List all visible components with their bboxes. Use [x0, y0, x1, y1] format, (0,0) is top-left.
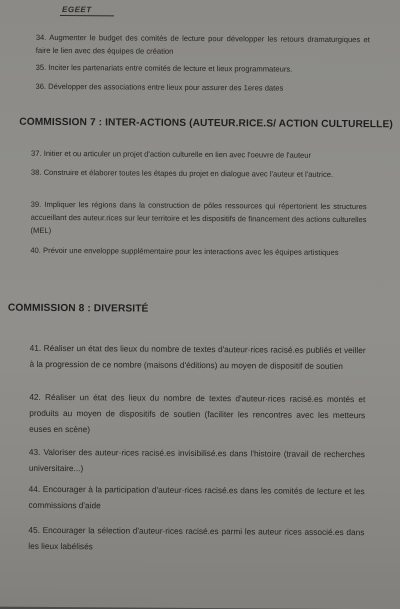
list-item-45	[28, 522, 364, 556]
item-number: 36.	[35, 81, 47, 91]
list-item-40	[30, 244, 366, 259]
list-item-39	[30, 198, 366, 239]
item-number: 43.	[28, 446, 41, 457]
item-text: Impliquer les régions dans la construction de pôles ressources qui répertorient les structures accueillant des auteur.rices sur leur territoire et les dispositifs de financement des actions culturelles (MEL)	[30, 199, 367, 235]
header-underline	[60, 15, 114, 16]
list-item-34	[36, 31, 370, 59]
list-item-44	[29, 481, 365, 515]
commission-7-heading: COMMISSION 7 : INTER-ACTIONS (AUTEUR.RICE.S/ ACTION CULTURELLE)	[19, 116, 393, 131]
item-text: Initier et ou articuler un projet d'action culturelle en lien avec l'oeuvre de l'auteur	[43, 148, 312, 160]
item-text: Encourager la sélection d'auteur·rices racisé.es parmi les auteur rices associé.es dans les lieux labélisés	[28, 524, 365, 552]
item-number: 45.	[28, 524, 40, 535]
list-item-35	[36, 61, 370, 76]
commission-8-heading: COMMISSION 8 : DIVERSITÉ	[7, 302, 149, 315]
item-text: Encourager à la participation d'auteur·rices racisé.es dans les comités de lecture et les commissions d'aide	[28, 483, 365, 511]
list-item-36	[35, 80, 369, 95]
item-text: Réaliser un état des lieux du nombre de textes d'auteur·rices racisé.es publiés et veiller à la progression de ce nombre (maisons d'éditions) au moyen de dispositif de soutien	[29, 342, 366, 371]
item-number: 44.	[28, 483, 41, 494]
item-number: 35.	[35, 62, 47, 72]
item-text: Réaliser un état des lieux du nombre de textes d'auteur·rices racisé.es montés et produits au moyen de dispositifs de soutien (faciliter les rencontres avec les metteurs euses en scène)	[29, 391, 366, 435]
item-text: Inciter les partenariats entre comités de lecture et lieux programmateurs.	[48, 62, 293, 74]
item-number: 38.	[30, 167, 42, 177]
list-item-42	[29, 389, 365, 439]
item-text: Construire et élaborer toutes les étapes du projet en dialogue avec l'auteur et l'autrice.	[43, 167, 334, 179]
item-text: Valoriser des auteur·rices racisé.es invisibilisé.es dans l'histoire (travail de recherches universitaire...)	[28, 446, 365, 474]
item-number: 40.	[30, 245, 41, 255]
item-text: Augmenter le budget des comités de lecture pour développer les retours dramaturgiques et faire le lien avec des équipes de création	[35, 32, 370, 56]
item-number: 34.	[35, 32, 47, 42]
item-text: Prévoir une enveloppe supplémentaire pour les interactions avec les équipes artistiques	[43, 245, 339, 257]
list-item-41	[30, 340, 366, 374]
item-text: Développer des associations entre lieux pour assurer des 1eres dates	[48, 81, 284, 93]
item-number: 37.	[31, 148, 42, 158]
list-item-43	[29, 444, 365, 478]
list-item-37	[31, 147, 367, 162]
item-number: 39.	[30, 199, 42, 209]
item-number: 42.	[29, 391, 41, 402]
list-item-38	[31, 166, 367, 181]
header-tag: EGEET	[62, 5, 92, 15]
item-number: 41.	[29, 342, 42, 353]
